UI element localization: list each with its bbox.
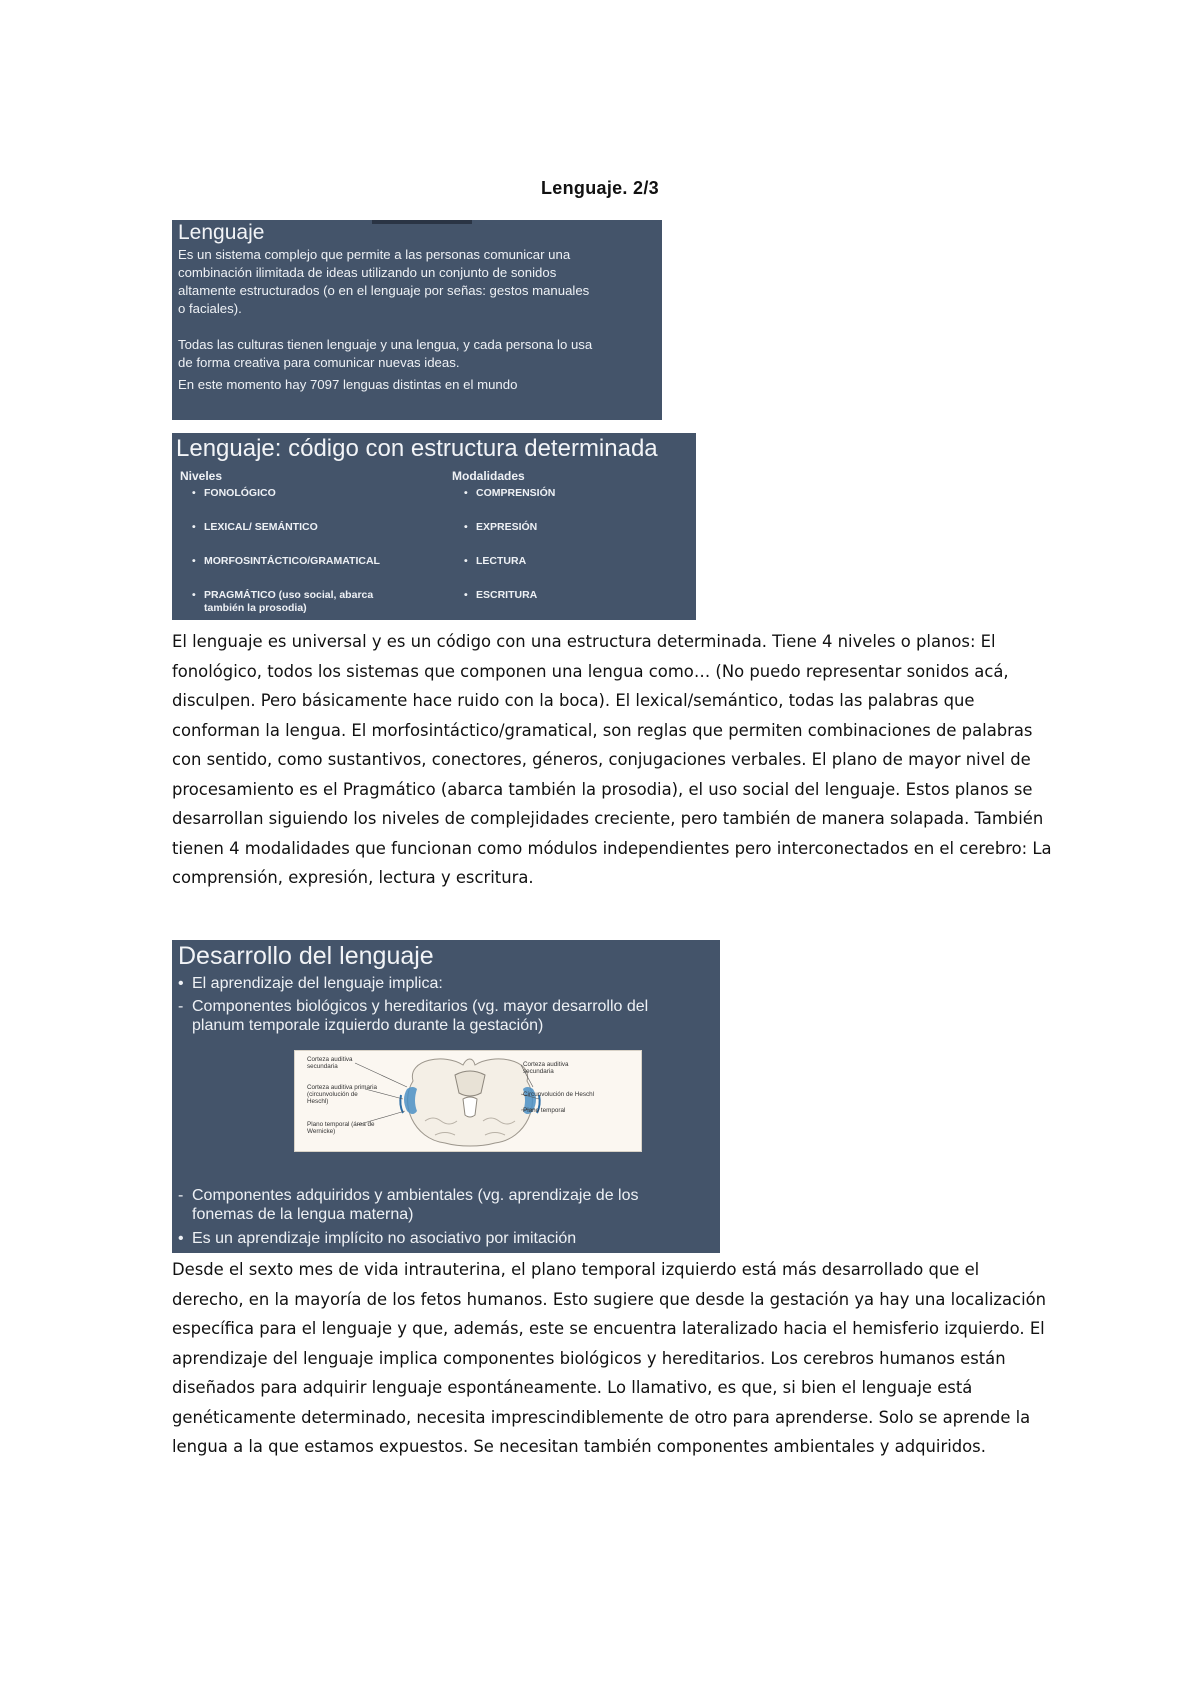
slide-text-line: altamente estructurados (o en el lenguaje por señas: gestos manuales [178, 283, 590, 298]
list-item: • COMPRENSIÓN [476, 487, 692, 500]
slide-bullet [178, 974, 714, 993]
slide-bullet [178, 1229, 638, 1248]
dash-icon: - [178, 998, 184, 1015]
slide-item-text: planum temporale izquierdo durante la gestación) [192, 1017, 544, 1034]
slide-text-line: En este momento hay 7097 lenguas distintas en el mundo [178, 377, 518, 392]
slide-item-continuation [178, 1205, 638, 1224]
slide-dash-item [178, 1186, 638, 1205]
slide-text-line: de forma creativa para comunicar nuevas ideas. [178, 355, 460, 370]
figure-label: Plano temporal [523, 1107, 566, 1114]
figure-label: Corteza auditiva secundaria [523, 1061, 569, 1075]
slide-desarrollo-lenguaje [172, 940, 720, 1253]
slide-heading: Lenguaje: código con estructura determinada [176, 435, 658, 462]
bullet-icon: • [178, 975, 184, 992]
slide-item-text: fonemas de la lengua materna) [192, 1206, 414, 1223]
figure-label: Plano temporal (área de Wernicke) [307, 1121, 375, 1135]
niveles-header: Niveles [180, 469, 223, 483]
slide-text-line: o faciales). [178, 301, 242, 316]
slide-bullet-text: El aprendizaje del lenguaje implica: [192, 975, 443, 992]
slide-lenguaje-definicion [172, 220, 662, 420]
body-paragraph: Desde el sexto mes de vida intrauterina, el plano temporal izquierdo está más desarrollado que el derecho, en la mayoría de los fetos humanos. Esto sugiere que desde la gestación ya hay una localización específica para el lenguaje y que, además, este se encuentra lateralizado hacia el hemisferio izquierdo. El aprendizaje del lenguaje implica componentes biológicos y hereditarios. Los cerebros humanos están diseñados para adquirir lenguaje espontáneamente. Lo llamativo, es que, si bien el lenguaje está genéticamente determinado, necesita imprescindiblemente de otro para aprenderse. Solo se aprende la lengua a la que estamos expuestos. Se necesitan también componentes ambientales y adquiridos. [172, 1260, 1047, 1456]
slide-item-continuation [178, 1016, 714, 1035]
page-title: Lenguaje. 2/3 [541, 178, 659, 198]
slide-item-text: Componentes biológicos y hereditarios (vg. mayor desarrollo del [192, 998, 649, 1015]
slide-item-text: Componentes adquiridos y ambientales (vg. aprendizaje de los [192, 1187, 639, 1204]
niveles-list [180, 487, 442, 615]
brain-coronal-figure [294, 1050, 642, 1152]
dash-icon: - [178, 1187, 184, 1204]
list-item: • EXPRESIÓN [476, 521, 692, 534]
slide-text-line: Todas las culturas tienen lenguaje y una lengua, y cada persona lo usa [178, 337, 593, 352]
list-item: • LECTURA [476, 555, 692, 568]
list-item: • PRAGMÁTICO (uso social, abarca también la prosodia) [204, 589, 384, 615]
list-item: • ESCRITURA [476, 589, 692, 602]
list-item: • MORFOSINTÁCTICO/GRAMATICAL [204, 555, 442, 568]
figure-label: Circunvolución de Heschl [523, 1091, 595, 1098]
modalidades-header: Modalidades [452, 469, 525, 483]
bullet-icon: • [178, 1230, 184, 1247]
modalidades-list [452, 487, 692, 602]
modalidades-column [452, 469, 692, 602]
slide-heading: Desarrollo del lenguaje [178, 942, 434, 970]
figure-label: Corteza auditiva primaria (circunvolución de Heschl) [307, 1084, 377, 1105]
slide-text-line: Es un sistema complejo que permite a las personas comunicar una [178, 247, 571, 262]
body-paragraph: El lenguaje es universal y es un código con una estructura determinada. Tiene 4 niveles o planos: El fonológico, todos los sistemas que componen una lengua como… (No puedo representar sonidos acá, disculpen. Pero básicamente hace ruido con la boca). El lexical/semántico, todas las palabras que conforman la lengua. El morfosintáctico/gramatical, son reglas que permiten combinaciones de palabras con sentido, como sustantivos, conectores, géneros, conjugaciones verbales. El plano de mayor nivel de procesamiento es el Pragmático (abarca también la prosodia), el uso social del lenguaje. Estos planos se desarrollan siguiendo los niveles de complejidades creciente, pero también de manera solapada. También tienen 4 modalidades que funcionan como módulos independientes pero interconectados en el cerebro: La comprensión, expresión, lectura y escritura. [172, 632, 1052, 887]
list-item: • LEXICAL/ SEMÁNTICO [204, 521, 442, 534]
figure-label: Corteza auditiva secundaria [307, 1056, 353, 1070]
niveles-column [180, 469, 442, 615]
slide-text-line: combinación ilimitada de ideas utilizando un conjunto de sonidos [178, 265, 557, 280]
slide-codigo-estructura [172, 433, 696, 620]
list-item: • FONOLÓGICO [204, 487, 442, 500]
slide-tab-marker [372, 220, 472, 224]
slide-heading: Lenguaje [178, 221, 265, 244]
slide-dash-item [178, 997, 714, 1016]
slide-bullet-text: Es un aprendizaje implícito no asociativo por imitación [192, 1230, 577, 1247]
